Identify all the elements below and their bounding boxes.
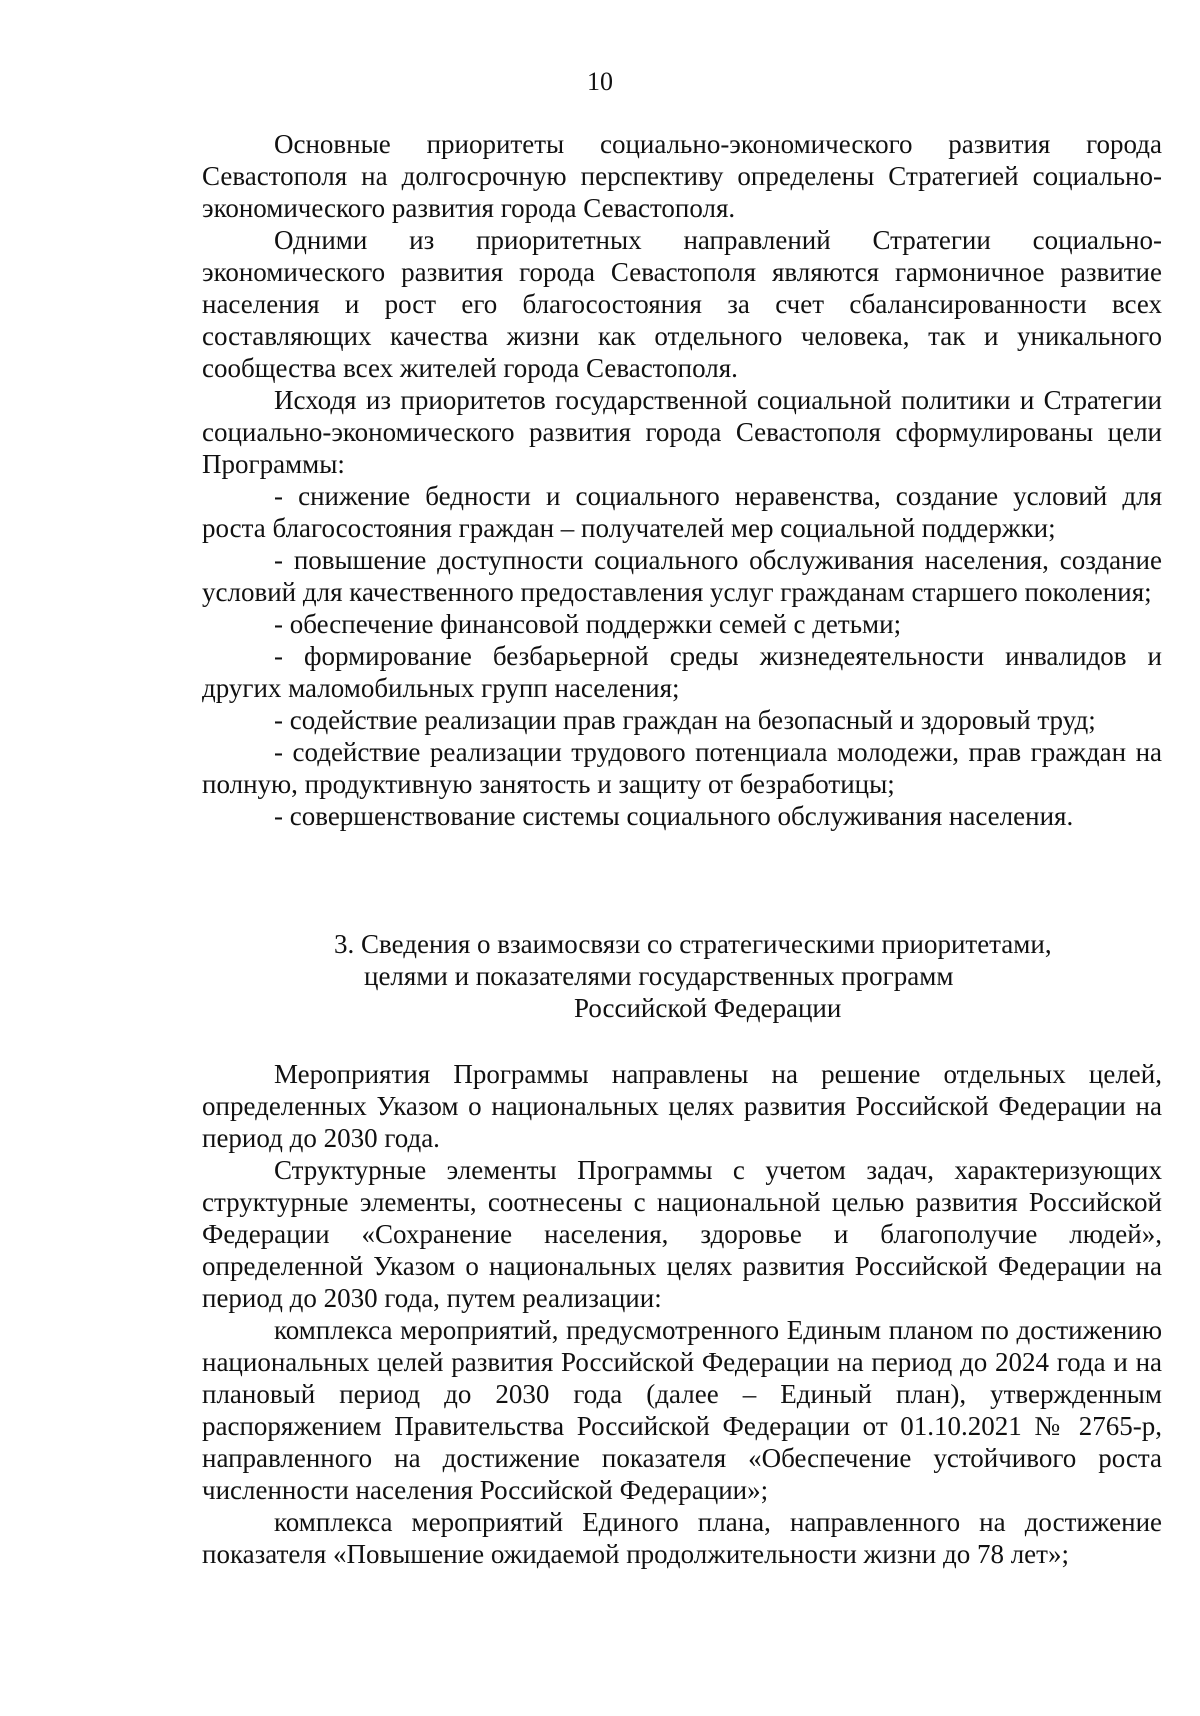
- section-3-text: [202, 1058, 1162, 1570]
- section-2-text: [202, 128, 1162, 832]
- paragraph-unified-plan-population: комплекса мероприятий, предусмотренного Единым планом по достижению национальных целей развития Российской Федерации на период до 2024 года и на плановый период до 2030 года (далее – Единый план), утвержденным распоряжением Правительства Российской Федерации от 01.10.2021 № 2765-р, направленного на достижение показателя «Обеспечение устойчивого роста численности населения Российской Федерации»;: [202, 1315, 1162, 1505]
- goal-item-poverty: - снижение бедности и социального неравенства, создание условий для роста благосостояния граждан – получателей мер социальной поддержки;: [202, 481, 1162, 543]
- paragraph-program-goals-intro: Исходя из приоритетов государственной социальной политики и Стратегии социально-экономического развития города Севастополя сформулированы цели Программы:: [202, 385, 1162, 479]
- paragraph-program-measures: Мероприятия Программы направлены на решение отдельных целей, определенных Указом о национальных целях развития Российской Федерации на период до 2030 года.: [202, 1059, 1162, 1153]
- page-number: 10: [587, 67, 613, 96]
- goal-item-family-support: - обеспечение финансовой поддержки семей с детьми;: [274, 609, 902, 639]
- goal-item-youth-employment: - содействие реализации трудового потенциала молодежи, прав граждан на полную, продуктивную занятость и защиту от безработицы;: [202, 737, 1162, 799]
- section-3-heading-line-2: целями и показателями государственных программ: [364, 961, 954, 991]
- goal-item-safe-labor: - содействие реализации прав граждан на безопасный и здоровый труд;: [274, 705, 1096, 735]
- paragraph-structural-elements: Структурные элементы Программы с учетом задач, характеризующих структурные элементы, соотнесены с национальной целью развития Российской Федерации «Сохранение населения, здоровье и благополучие людей», определенной Указом о национальных целях развития Российской Федерации на период до 2030 года, путем реализации:: [202, 1155, 1162, 1313]
- section-3-heading-line-1: 3. Сведения о взаимосвязи со стратегическими приоритетами,: [334, 929, 1052, 959]
- paragraph-strategy-directions: Одними из приоритетных направлений Стратегии социально-экономического развития города Севастополя являются гармоничное развитие населения и рост его благосостояния за счет сбалансированности всех составляющих качества жизни как отдельного человека, так и уникального сообщества всех жителей города Севастополя.: [202, 225, 1162, 383]
- goal-item-social-service-improvement: - совершенствование системы социального обслуживания населения.: [274, 801, 1074, 831]
- paragraph-priorities: Основные приоритеты социально-экономического развития города Севастополя на долгосрочную перспективу определены Стратегией социально-экономического развития города Севастополя.: [202, 129, 1162, 223]
- section-3-heading-line-3: Российской Федерации: [574, 993, 842, 1023]
- paragraph-unified-plan-life-expectancy: комплекса мероприятий Единого плана, направленного на достижение показателя «Повышение ожидаемой продолжительности жизни до 78 лет»;: [202, 1507, 1162, 1569]
- goal-item-barrier-free: - формирование безбарьерной среды жизнедеятельности инвалидов и других маломобильных групп населения;: [202, 641, 1162, 703]
- section-3-heading: [202, 928, 1162, 1024]
- goal-item-social-service-access: - повышение доступности социального обслуживания населения, создание условий для качественного предоставления услуг гражданам старшего поколения;: [202, 545, 1162, 607]
